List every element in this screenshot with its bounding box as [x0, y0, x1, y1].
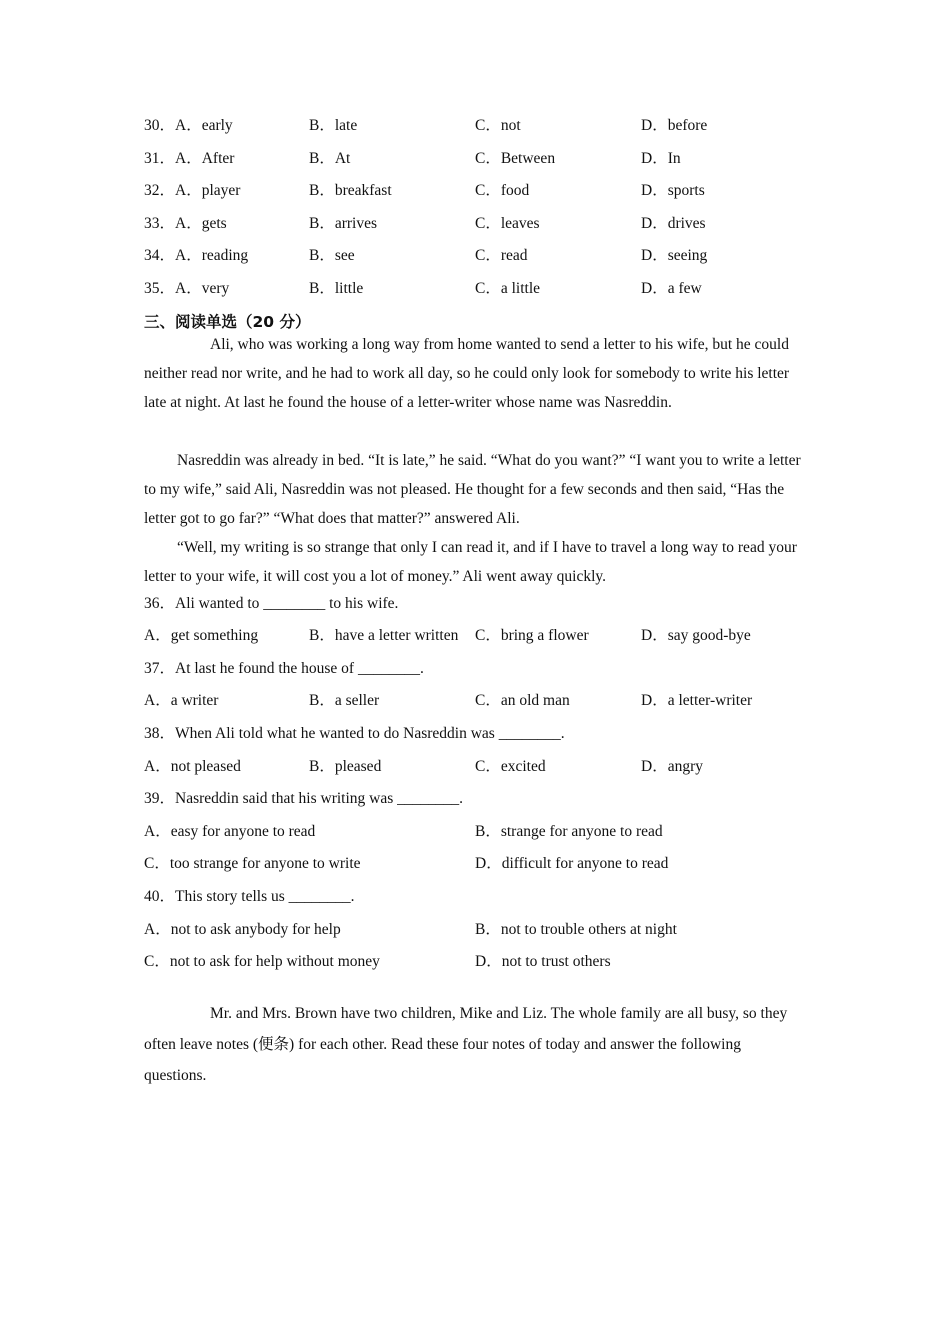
option-d: D．angry	[641, 758, 703, 775]
cloze-item-33	[144, 212, 824, 236]
option-d: D．a letter-writer	[641, 692, 753, 709]
option-c: C．bring a flower	[475, 627, 589, 644]
question-38-stem: 38．When Ali told what he wanted to do Nasreddin was ________.	[144, 725, 565, 742]
option-c: C．read	[475, 247, 528, 264]
question-36-options	[144, 624, 824, 648]
option-a: 30．A．early	[144, 117, 233, 134]
option-c: C．not	[475, 117, 521, 134]
question-number: 31．	[144, 150, 176, 167]
option-b: B．not to trouble others at night	[475, 921, 677, 938]
option-a: A．get something	[144, 627, 259, 644]
cloze-item-30	[144, 114, 824, 138]
option-a: A．easy for anyone to read	[144, 823, 316, 840]
option-b: B．a seller	[309, 692, 380, 709]
passage1-paragraph-1: Ali, who was working a long way from home wanted to send a letter to his wife, but he could neither read nor write, and he had to work all day, so he could only look for somebody to write his letter late at night. At last he found the house of a letter-writer whose name was Nasreddin.	[144, 336, 790, 411]
option-c: C．food	[475, 182, 530, 199]
option-b: B．have a letter written	[309, 627, 459, 644]
option-a: 33．A．gets	[144, 215, 227, 232]
option-d: D．difficult for anyone to read	[475, 855, 669, 872]
option-b: B．strange for anyone to read	[475, 823, 663, 840]
question-40-options-ab	[144, 918, 824, 942]
passage1-paragraph-3: “Well, my writing is so strange that only I can read it, and if I have to travel a long way to read your letter to your wife, it will cost you a lot of money.” Ali went away quickly.	[144, 539, 797, 585]
option-a: A．not to ask anybody for help	[144, 921, 341, 938]
option-a: 31．A．After	[144, 150, 235, 167]
option-d: D．say good-bye	[641, 627, 751, 644]
question-39-stem: 39．Nasreddin said that his writing was ________.	[144, 790, 464, 807]
option-d: D．not to trust others	[475, 953, 611, 970]
option-a: 34．A．reading	[144, 247, 249, 264]
option-d: D．a few	[641, 280, 702, 297]
option-c: C．Between	[475, 150, 556, 167]
option-b: B．little	[309, 280, 364, 297]
option-a: A．not pleased	[144, 758, 241, 775]
cloze-item-31	[144, 147, 824, 171]
question-number: 32．	[144, 182, 176, 199]
option-d: D．seeing	[641, 247, 708, 264]
option-d: D．before	[641, 117, 708, 134]
option-c: C．an old man	[475, 692, 570, 709]
option-c: C．excited	[475, 758, 546, 775]
option-c: C．too strange for anyone to write	[144, 855, 361, 872]
question-37-stem: 37．At last he found the house of ________.	[144, 660, 424, 677]
question-39-options-cd	[144, 852, 824, 876]
section-heading: 三、阅读单选（20 分）	[144, 313, 311, 331]
option-b: B．breakfast	[309, 182, 392, 199]
question-38-options	[144, 755, 824, 779]
question-40-stem: 40．This story tells us ________.	[144, 888, 355, 905]
option-a: 32．A．player	[144, 182, 241, 199]
question-36-stem: 36．Ali wanted to ________ to his wife.	[144, 595, 399, 612]
option-d: D．drives	[641, 215, 706, 232]
passage1-paragraph-2: Nasreddin was already in bed. “It is late,” he said. “What do you want?” “I want you to write a letter to my wife,” said Ali, Nasreddin was not pleased. He thought for a few seconds and then said, “Has the letter got to go far?” “What does that matter?” answered Ali.	[144, 452, 801, 527]
passage2-intro: Mr. and Mrs. Brown have two children, Mike and Liz. The whole family are all busy, so they often leave notes (便条) for each other. Read these four notes of today and answer the following questions.	[144, 1005, 788, 1084]
option-b: B．arrives	[309, 215, 378, 232]
question-number: 30．	[144, 117, 176, 134]
option-a: 35．A．very	[144, 280, 230, 297]
option-b: B．late	[309, 117, 358, 134]
question-40-options-cd	[144, 950, 824, 974]
cloze-item-35	[144, 277, 824, 301]
question-number: 35．	[144, 280, 176, 297]
cloze-item-34	[144, 244, 824, 268]
question-number: 34．	[144, 247, 176, 264]
question-39-options-ab	[144, 820, 824, 844]
option-a: A．a writer	[144, 692, 219, 709]
option-d: D．In	[641, 150, 681, 167]
option-c: C．not to ask for help without money	[144, 953, 380, 970]
option-b: B．see	[309, 247, 355, 264]
option-c: C．a little	[475, 280, 541, 297]
option-d: D．sports	[641, 182, 705, 199]
option-b: B．pleased	[309, 758, 382, 775]
option-b: B．At	[309, 150, 351, 167]
cloze-item-32	[144, 179, 824, 203]
option-c: C．leaves	[475, 215, 540, 232]
question-number: 33．	[144, 215, 176, 232]
question-37-options	[144, 689, 824, 713]
